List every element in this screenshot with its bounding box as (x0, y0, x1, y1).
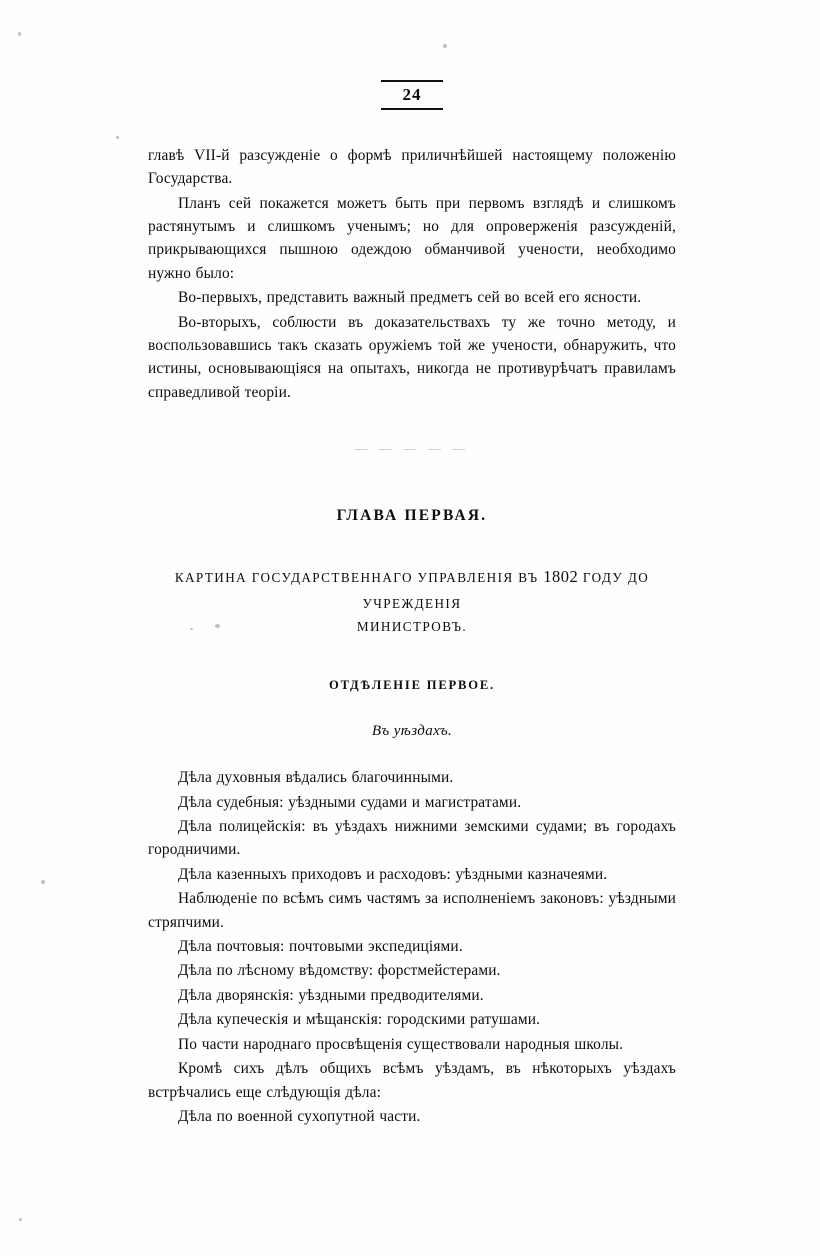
chapter-subtitle-line2: МИНИСТРОВЪ. (356, 619, 468, 635)
list-item: Дѣла духовныя вѣдались благочинными. (178, 769, 454, 787)
list-item: Дѣла по лѣсному вѣдомству: форстмейстерами. (178, 962, 501, 980)
list-item: Дѣла почтовыя: почтовыми экспедиціями. (178, 938, 463, 956)
chapter-subtitle-pre: КАРТИНА ГОСУДАРСТВЕННАГО УПРАВЛЕНІЯ ВЪ (174, 570, 544, 586)
section-title: ОТДѢЛЕНІЕ ПЕРВОЕ. (329, 678, 495, 693)
chapter-subtitle-year: 1802 (543, 567, 579, 587)
scan-speck (116, 136, 119, 139)
list-item: Дѣла полицейскія: въ уѣздахъ нижними земскими судами; въ городахъ городничими. (148, 818, 676, 859)
scan-speck (19, 1218, 22, 1221)
chapter-subtitle (148, 563, 676, 638)
folio-rule-bottom (381, 108, 443, 110)
page-content (148, 80, 676, 1128)
section-divider (148, 442, 676, 455)
paragraph: Во-первыхъ, представить важный предметъ сей во всей его ясности. (178, 289, 642, 307)
chapter-title: ГЛАВА ПЕРВАЯ. (336, 507, 488, 525)
paragraph: Во-вторыхъ, соблюсти въ доказательствахъ ту же точно методу, и воспользовавшись такъ сказать оружіемъ той же учености, обнаружить, что истины, основывающіяся на опытахъ, никогда не противурѣчатъ правиламъ справедливой теоріи. (148, 313, 676, 401)
list-item: Дѣла купеческія и мѣщанскія: городскими ратушами. (178, 1011, 541, 1029)
chapter-subtitle-post: ГОДУ ДО УЧРЕЖДЕНІЯ (362, 570, 650, 612)
folio-header (148, 80, 676, 110)
list-item: Дѣла казенныхъ приходовъ и расходовъ: уѣздными казначеями. (178, 865, 608, 883)
scan-speck (18, 32, 21, 36)
enumeration-block (148, 766, 676, 1128)
scan-speck (443, 44, 447, 48)
divider-glyphs: — — — — — (355, 446, 469, 452)
section-subtitle: Въ уѣздахъ. (371, 723, 453, 740)
list-item: Кромѣ сихъ дѣлъ общихъ всѣмъ уѣздамъ, въ нѣкоторыхъ уѣздахъ встрѣчались еще слѣдующія дѣла: (148, 1060, 676, 1101)
paragraph-continuation: главѣ VII-й разсужденіе о формѣ приличнѣйшей настоящему положенію Государства. (148, 146, 676, 188)
list-item: По части народнаго просвѣщенія существовали народныя школы. (178, 1035, 624, 1053)
scan-speck (41, 880, 45, 884)
page-number: 24 (402, 85, 422, 104)
list-item: Дѣла дворянскія: уѣздными предводителями. (178, 986, 484, 1004)
paragraph: Планъ сей покажется можетъ быть при первомъ взглядѣ и слишкомъ растянутымъ и слишкомъ ученымъ; но для опроверженія разсужденій, прикрывающихся пышною одеждою обманчивой учености, необходимо нужно было: (148, 194, 676, 282)
list-item: Дѣла судебныя: уѣздными судами и магистратами. (178, 793, 522, 811)
folio-rule-top (381, 80, 443, 82)
list-item: Дѣла по военной сухопутной части. (178, 1107, 421, 1125)
list-item: Наблюденіе по всѣмъ симъ частямъ за исполненіемъ законовъ: уѣздными стряпчими. (148, 890, 676, 931)
